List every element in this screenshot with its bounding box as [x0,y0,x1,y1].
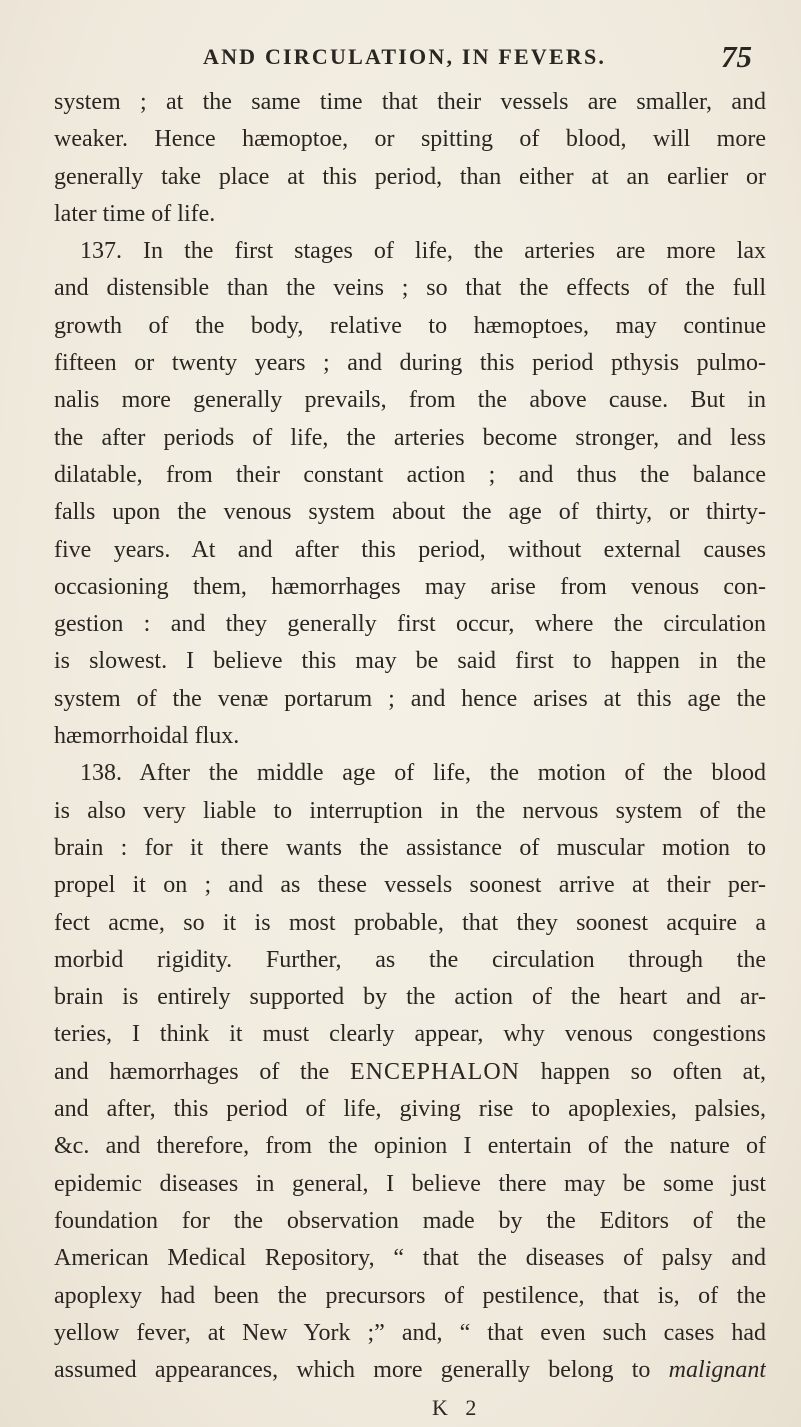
text-line: yellow fever, at New York ;” and, “ that even such cases had [54,1319,766,1346]
text-line: is also very liable to interruption in the nervous system of the [54,797,766,824]
text-line: and after, this period of life, giving rise to apoplexies, palsies, [54,1096,766,1123]
text-line-final [54,1352,766,1389]
paragraph-138-start: 138. After the middle age of life, the motion of the blood [80,760,766,787]
text-line: teries, I think it must clearly appear, why venous congestions [54,1021,766,1048]
text-line: propel it on ; and as these vessels soonest arrive at their per- [54,872,766,899]
body-text [54,84,766,1427]
text-line: apoplexy had been the precursors of pestilence, that is, of the [54,1282,766,1309]
text-line: fect acme, so it is most probable, that they soonest acquire a [54,909,766,936]
italic-word: malignant [668,1357,766,1384]
text-line: occasioning them, hæmorrhages may arise from venous con- [54,573,766,600]
text-line: gestion : and they generally first occur, where the circulation [54,611,766,638]
text-line: the after periods of life, the arteries become stronger, and less [54,424,766,451]
text-line: system ; at the same time that their vessels are smaller, and [54,89,766,115]
paragraph-137-start: 137. In the first stages of life, the arteries are more lax [80,238,766,265]
text-line: later time of life. [54,200,216,227]
text-line: and distensible than the veins ; so that the effects of the full [54,275,766,302]
text-line: hæmorrhoidal flux. [54,723,240,750]
text-line: is slowest. I believe this may be said first to happen in the [54,648,766,675]
text-line-encephalon [54,1054,766,1091]
page-number: 75 [721,39,752,74]
running-title: AND CIRCULATION, IN FEVERS. [203,44,607,69]
text-line: brain is entirely supported by the action of the heart and ar- [54,984,766,1011]
signature-mark: K 2 [432,1395,483,1421]
text-line: falls upon the venous system about the age of thirty, or thirty- [54,499,766,526]
text-line: growth of the body, relative to hæmoptoes, may continue [54,312,766,339]
encephalon-word: ENCEPHALON [350,1058,520,1085]
text-line: foundation for the observation made by the Editors of the [54,1207,766,1234]
text-line: American Medical Repository, “ that the diseases of palsy and [54,1245,766,1272]
text-line: weaker. Hence hæmoptoe, or spitting of blood, will more [54,126,766,153]
text-line: &c. and therefore, from the opinion I entertain of the nature of [54,1133,766,1160]
text-line: five years. At and after this period, without external causes [54,536,766,563]
text-line: nalis more generally prevails, from the above cause. But in [54,387,766,414]
text-fragment: happen so often at, [540,1058,766,1085]
text-fragment: assumed appearances, which more generally belong to [54,1357,651,1384]
running-head [203,39,763,84]
text-line: epidemic diseases in general, I believe there may be some just [54,1170,766,1197]
text-line: generally take place at this period, than either at an earlier or [54,163,766,190]
text-line: system of the venæ portarum ; and hence arises at this age the [54,685,766,712]
text-line: morbid rigidity. Further, as the circulation through the [54,946,766,973]
text-line: brain : for it there wants the assistance of muscular motion to [54,834,766,861]
text-line: fifteen or twenty years ; and during this period pthysis pulmo- [54,350,766,377]
text-fragment: and hæmorrhages of the [54,1058,330,1085]
text-line: dilatable, from their constant action ; and thus the balance [54,461,766,488]
